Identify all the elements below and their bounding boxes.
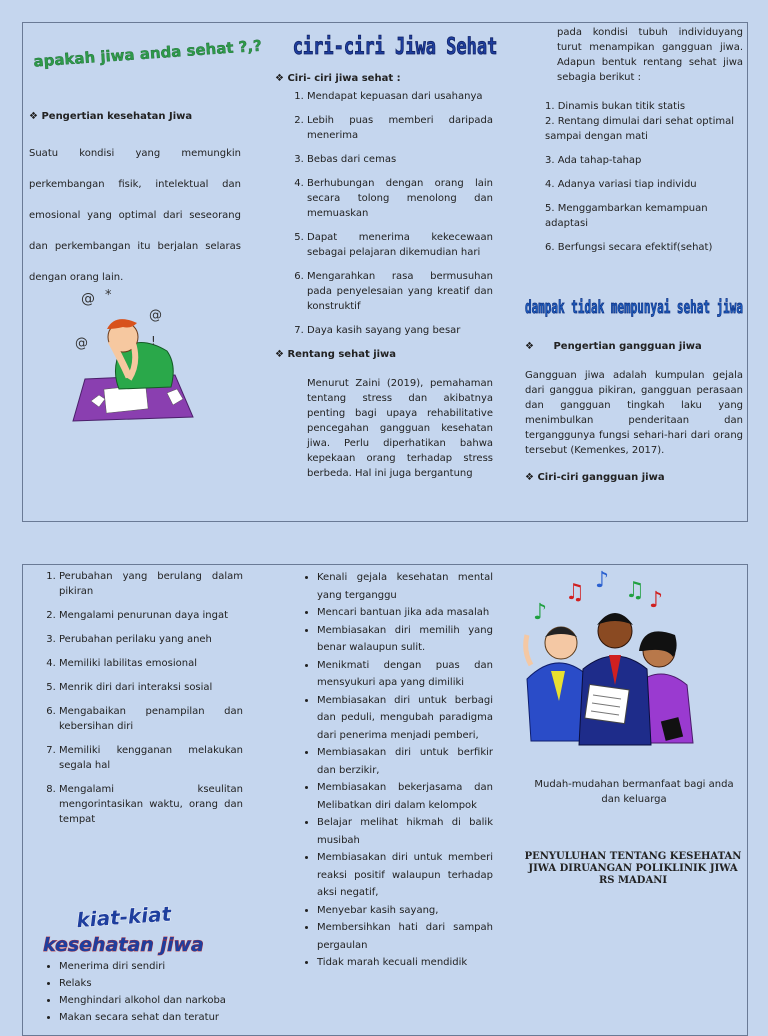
gangguan-paragraph: Gangguan jiwa adalah kumpulan gejala dari ganggua pikiran, gangguan perasaan dan gangguan tingkah laku yang menimbulkan penderitaan dan terganggunya fungsi sehari-hari dari orang tersebut (Kemenkes, 2017). xyxy=(525,370,743,456)
column-3 xyxy=(545,25,743,264)
column-5 xyxy=(293,569,493,972)
list-item: 7. Memiliki kengganan melakukan segala hal xyxy=(59,743,243,773)
list-item: • Membersihkan hati dari sampah pergaulan xyxy=(317,919,493,954)
column-3-lower xyxy=(525,339,743,485)
list-item: • Menyebar kasih sayang, xyxy=(317,902,493,920)
list-item: • Mencari bantuan jika ada masalah xyxy=(317,604,493,622)
rentang-list xyxy=(545,99,743,255)
svg-text:♫: ♫ xyxy=(565,580,585,605)
list-item: 5. Menrik diri dari interaksi sosial xyxy=(59,680,243,695)
spiral-icon: @ xyxy=(75,336,88,351)
para-line: perkembangan fisik, intelektual dan xyxy=(29,179,241,190)
diamond-bullet-icon: ❖ xyxy=(525,341,534,352)
spiral-icon: @ xyxy=(81,291,95,307)
diamond-bullet-icon: ❖ xyxy=(275,73,284,84)
list-item: 6. Berfungsi secara efektif(sehat) xyxy=(545,240,743,255)
rentang-intro-paragraph: pada kondisi tubuh individuyang turut menampikan gangguan jiwa. Adapun bentuk rentang sehat jiwa sebagia berikut : xyxy=(557,27,743,83)
list-item: • Kenali gejala kesehatan mental yang terganggu xyxy=(317,569,493,604)
brochure-page-front xyxy=(22,22,748,522)
heading-rentang-sehat-jiwa xyxy=(275,347,493,362)
list-item: • Membiasakan diri untuk berfikir dan berzikir, xyxy=(317,744,493,779)
list-item: 1. Dinamis bukan titik statis xyxy=(545,99,743,114)
list-item: • Menghindari alkohol dan narkoba xyxy=(59,993,243,1008)
exclamation-icon: ! xyxy=(151,334,156,348)
music-notes-icon xyxy=(533,568,663,625)
heading-text: Pengertian kesehatan Jiwa xyxy=(41,111,193,122)
heading-text: Pengertian gangguan jiwa xyxy=(553,341,702,352)
wordart-title-text: dampak tidak mempunyai sehat jiwa xyxy=(525,297,743,318)
column-2 xyxy=(275,71,493,481)
list-item: 8. Mengalami kseulitan mengorintasikan waktu, orang dan tempat xyxy=(59,782,243,827)
list-item: • Membiasakan diri untuk memberi reaksi positif walaupun terhadap aksi negatif, xyxy=(317,849,493,902)
footer-title: PENYULUHAN TENTANG KESEHATAN JIWA DIRUANGAN POLIKLINIK JIWA RS MADANI xyxy=(524,851,742,886)
para-line: Suatu kondisi yang memungkin xyxy=(29,148,241,159)
list-item: 6. Mengabaikan penampilan dan kebersihan diri xyxy=(59,704,243,734)
stressed-person-clipart xyxy=(71,289,199,423)
list-item: 2. Rentang dimulai dari sehat optimal sampai dengan mati xyxy=(545,114,743,144)
wordart-title-jiwa-sehat xyxy=(27,33,263,71)
list-item: • Makan secara sehat dan teratur xyxy=(59,1010,243,1025)
svg-text:♪: ♪ xyxy=(533,600,548,625)
heading-ciri-jiwa-sehat xyxy=(275,71,493,86)
list-item: 4. Berhubungan dengan orang lain secara tolong menolong dan memuaskan xyxy=(307,176,493,221)
diamond-bullet-icon: ❖ xyxy=(29,111,38,122)
list-item: 6. Mengarahkan rasa bermusuhan pada penyelesaian yang kreatif dan konstruktif xyxy=(307,269,493,314)
column-4 xyxy=(29,569,243,836)
list-item: 5. Menggambarkan kemampuan adaptasi xyxy=(545,201,743,231)
list-item: 7. Daya kasih sayang yang besar xyxy=(307,323,493,338)
heading-pengertian-gangguan-jiwa xyxy=(525,339,743,354)
svg-text:♪: ♪ xyxy=(649,588,664,613)
list-item: 1. Perubahan yang berulang dalam pikiran xyxy=(59,569,243,599)
list-item: 2. Lebih puas memberi daripada menerima xyxy=(307,113,493,143)
wordart-title-ciri-jiwa-sehat xyxy=(292,23,498,67)
brochure-page-back xyxy=(22,564,748,1036)
rentang-paragraph: Menurut Zaini (2019), pemahaman tentang stress dan akibatnya penting bagi upaya rehabilitative pencegahan gangguan kesehatan jiwa. Perlu diperhatikan bahwa kepekaan orang terhadap stress berbeda. Hal ini juga bergantung xyxy=(307,378,493,479)
list-item: • Membiasakan diri memilih yang benar walaupun sulit. xyxy=(317,622,493,657)
wordart-title-text: apakah jiwa anda sehat ?,? xyxy=(32,36,263,71)
wordart-title-kiat-kiat xyxy=(37,895,237,957)
wordart-title-dampak xyxy=(523,289,745,325)
list-item: 2. Mengalami penurunan daya ingat xyxy=(59,608,243,623)
diamond-bullet-icon: ❖ xyxy=(275,349,284,360)
tips-list-start xyxy=(29,959,243,1027)
asterisk-icon: * xyxy=(105,288,112,303)
spiral-icon: @ xyxy=(149,308,162,323)
list-item: 5. Dapat menerima kekecewaan sebagai pelajaran dikemudian hari xyxy=(307,230,493,260)
disorder-signs-list xyxy=(29,569,243,827)
singing-people-clipart xyxy=(525,569,705,749)
list-item: • Belajar melihat hikmah di balik musibah xyxy=(317,814,493,849)
wordart-line-1: kiat-kiat xyxy=(75,901,172,933)
column-1 xyxy=(29,109,241,293)
heading-text: Ciri-ciri gangguan jiwa xyxy=(537,472,665,483)
para-line: dan perkembangan itu berjalan selaras xyxy=(29,241,241,252)
closing-message: Mudah-mudahan bermanfaat bagi anda dan keluarga xyxy=(534,779,734,805)
tips-list-continued xyxy=(293,569,493,972)
list-item: 3. Bebas dari cemas xyxy=(307,152,493,167)
diamond-bullet-icon: ❖ xyxy=(525,472,534,483)
heading-ciri-gangguan-jiwa xyxy=(525,470,743,485)
list-item: • Membiasakan diri untuk berbagi dan peduli, mengubah paradigma dari penerima menjadi pemberi, xyxy=(317,692,493,745)
list-item: 4. Memiliki labilitas emosional xyxy=(59,656,243,671)
para-line: dengan orang lain. xyxy=(29,272,124,283)
svg-text:♪: ♪ xyxy=(595,568,610,593)
list-item: 4. Adanya variasi tiap individu xyxy=(545,177,743,192)
definition-paragraph xyxy=(29,138,241,293)
list-item: • Membiasakan bekerjasama dan Melibatkan diri dalam kelompok xyxy=(317,779,493,814)
svg-text:♫: ♫ xyxy=(625,578,645,603)
list-item: • Menerima diri sendiri xyxy=(59,959,243,974)
healthy-traits-list xyxy=(275,89,493,338)
list-item: • Tidak marah kecuali mendidik xyxy=(317,954,493,972)
heading-pengertian-kesehatan-jiwa xyxy=(29,109,241,124)
list-item: 3. Ada tahap-tahap xyxy=(545,153,743,168)
heading-text: Rentang sehat jiwa xyxy=(287,349,397,360)
list-item: 1. Mendapat kepuasan dari usahanya xyxy=(307,89,493,104)
list-item: • Menikmati dengan puas dan mensyukuri apa yang dimiliki xyxy=(317,657,493,692)
wordart-title-text: ciri-ciri Jiwa Sehat xyxy=(292,32,498,60)
para-line: emosional yang optimal dari seseorang xyxy=(29,210,241,221)
tips-bullets xyxy=(29,959,243,1025)
list-item: • Relaks xyxy=(59,976,243,991)
heading-text: Ciri- ciri jiwa sehat : xyxy=(287,73,401,84)
list-item: 3. Perubahan perilaku yang aneh xyxy=(59,632,243,647)
wordart-line-2: kesehatan jiwa xyxy=(43,934,204,956)
